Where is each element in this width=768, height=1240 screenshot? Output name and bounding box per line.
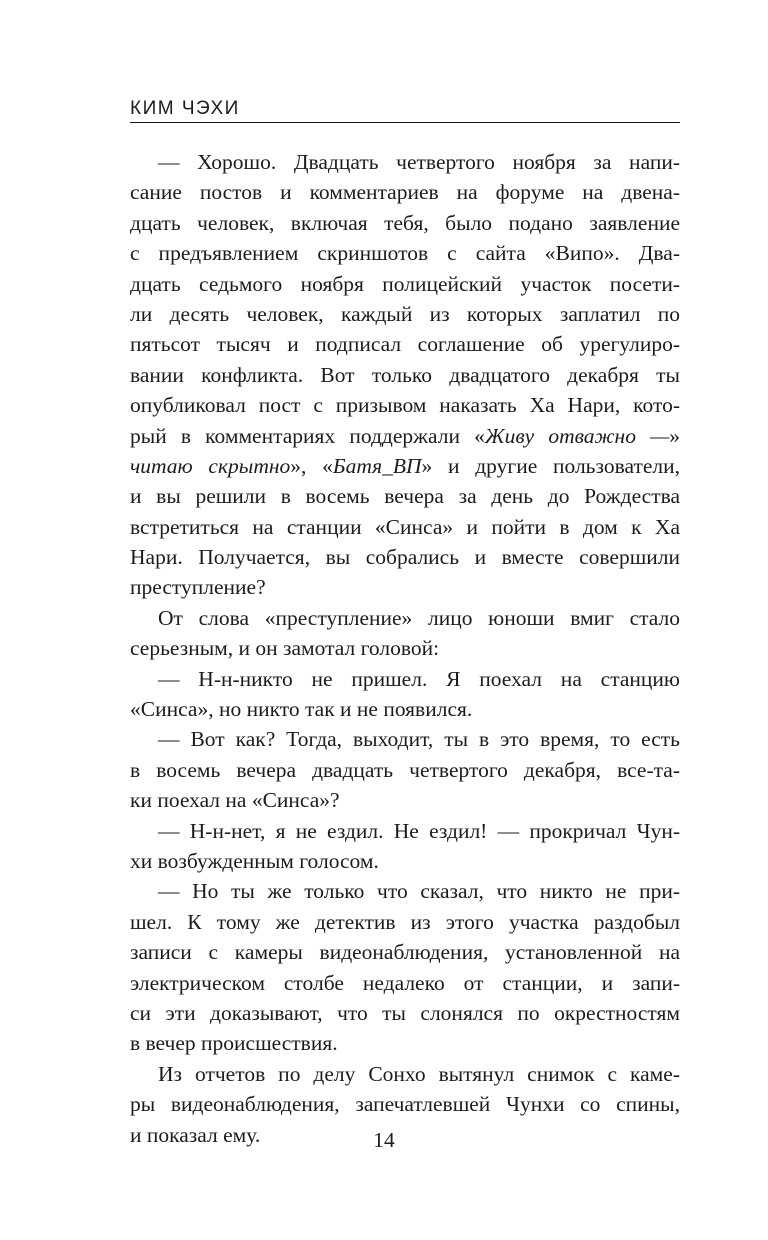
text-run: пятьсот тысяч и подписал соглашение об урегулиро- bbox=[130, 332, 680, 357]
text-run: записи с камеры видеонаблюдения, установленной на bbox=[130, 940, 680, 965]
text-run: преступление? bbox=[130, 575, 266, 600]
text-run: ры видеонаблюдения, запечатлевшей Чунхи со спины, bbox=[130, 1092, 680, 1117]
text-run: — Н-н-никто не пришел. Я поехал на станцию bbox=[158, 666, 680, 691]
text-line bbox=[130, 755, 680, 785]
text-run: », « bbox=[290, 453, 333, 478]
text-run: — Н-н-нет, я не ездил. Не ездил! — прокричал Чун- bbox=[158, 818, 680, 843]
text-run: дцать седьмого ноября полицейский участок посети- bbox=[130, 271, 680, 296]
text-run: электрическом столбе недалеко от станции, и запи- bbox=[130, 970, 680, 995]
text-run: и вы решили в восемь вечера за день до Рождества bbox=[130, 484, 680, 509]
text-run: встретиться на станции «Синса» и пойти в дом к Ха bbox=[130, 514, 680, 539]
text-run: в вечер происшествия. bbox=[130, 1031, 338, 1056]
italic-text: Живу отважно — bbox=[484, 423, 670, 448]
text-run: си эти доказывают, что ты слонялся по окрестностям bbox=[130, 1000, 680, 1025]
text-line bbox=[130, 1059, 680, 1089]
text-line bbox=[130, 876, 680, 906]
text-line bbox=[130, 269, 680, 299]
body-text bbox=[130, 147, 680, 1150]
text-line bbox=[130, 299, 680, 329]
text-line bbox=[130, 481, 680, 511]
text-run: — Вот как? Тогда, выходит, ты в это время, то есть bbox=[158, 727, 680, 752]
text-line bbox=[130, 177, 680, 207]
text-line bbox=[130, 846, 680, 876]
text-line bbox=[130, 724, 680, 754]
page-number: 14 bbox=[373, 1128, 395, 1152]
text-line bbox=[130, 147, 680, 177]
text-line bbox=[130, 421, 680, 451]
text-run: с предъявлением скриншотов с сайта «Випо». Два- bbox=[130, 241, 680, 266]
text-line bbox=[130, 785, 680, 815]
text-line bbox=[130, 208, 680, 238]
text-run: рый в комментариях поддержали « bbox=[130, 423, 485, 448]
text-line bbox=[130, 512, 680, 542]
text-run: » bbox=[669, 423, 680, 448]
text-run: От слова «преступление» лицо юноши вмиг стало bbox=[158, 605, 680, 630]
text-run: в восемь вечера двадцать четвертого декабря, все-та- bbox=[130, 757, 680, 782]
text-line bbox=[130, 907, 680, 937]
text-run: дцать человек, включая тебя, было подано заявление bbox=[130, 210, 680, 235]
text-line bbox=[130, 542, 680, 572]
text-line bbox=[130, 572, 680, 602]
text-run: сание постов и комментариев на форуме на двена- bbox=[130, 180, 680, 205]
text-line bbox=[130, 451, 680, 481]
text-run: шел. К тому же детектив из этого участка раздобыл bbox=[130, 909, 680, 934]
text-line bbox=[130, 937, 680, 967]
text-line bbox=[130, 390, 680, 420]
text-line bbox=[130, 816, 680, 846]
text-run: ли десять человек, каждый из которых заплатил по bbox=[130, 301, 680, 326]
text-run: — Но ты же только что сказал, что никто не при- bbox=[158, 879, 680, 904]
text-run: Нари. Получается, вы собрались и вместе совершили bbox=[130, 545, 680, 570]
text-line bbox=[130, 633, 680, 663]
running-head: КИМ ЧЭХИ bbox=[130, 98, 680, 123]
text-run: вании конфликта. Вот только двадцатого декабря ты bbox=[130, 362, 680, 387]
text-run: — Хорошо. Двадцать четвертого ноября за напи- bbox=[158, 150, 680, 174]
italic-text: читаю скрытно bbox=[130, 453, 291, 478]
text-run: и показал ему. bbox=[130, 1122, 261, 1147]
text-line bbox=[130, 664, 680, 694]
text-run: ки поехал на «Синса»? bbox=[130, 788, 340, 813]
text-run: хи возбужденным голосом. bbox=[130, 848, 379, 873]
text-line bbox=[130, 360, 680, 390]
text-line bbox=[130, 603, 680, 633]
text-line bbox=[130, 998, 680, 1028]
text-run: » и другие пользователи, bbox=[421, 453, 681, 478]
text-run: «Синса», но никто так и не появился. bbox=[130, 697, 473, 722]
text-run: Из отчетов по делу Сонхо вытянул снимок с каме- bbox=[158, 1061, 680, 1086]
italic-text: Батя_ВП bbox=[332, 453, 422, 478]
text-line bbox=[130, 329, 680, 359]
text-run: опубликовал пост с призывом наказать Ха Нари, кото- bbox=[130, 393, 680, 418]
text-line bbox=[130, 694, 680, 724]
text-line bbox=[130, 1089, 680, 1119]
text-line bbox=[130, 1028, 680, 1058]
text-line bbox=[130, 968, 680, 998]
text-line bbox=[130, 238, 680, 268]
text-run: серьезным, и он замотал головой: bbox=[130, 636, 440, 661]
